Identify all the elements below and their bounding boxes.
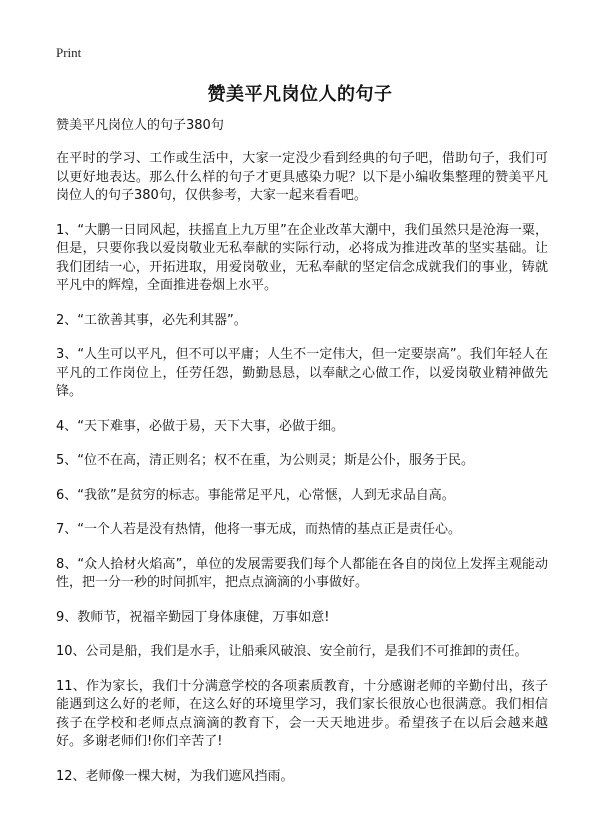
list-item: 2、“工欲善其事，必先利其器”。 [56, 312, 247, 328]
list-item: 6、“我欲”是贫穷的标志。事能常足平凡，心常惬，人到无求品自高。 [56, 487, 455, 503]
list-item: 10、公司是船，我们是水手，让船乘风破浪、安全前行，是我们不可推卸的责任。 [56, 644, 528, 659]
list-item: 5、“位不在高，清正则名；权不在重，为公则灵；斯是公仆，服务于民。 [56, 453, 475, 468]
article-subtitle: 赞美平凡岗位人的句子380句 [56, 118, 224, 133]
list-item: 9、教师节，祝福辛勤园丁身体康健，万事如意! [56, 609, 330, 625]
list-item: 3、“人生可以平凡，但不可以平庸；人生不一定伟大，但一定要崇高”。我们年轻人在平凡的工作岗位上，任劳任怨，勤勤恳恳，以奉献之心做工作，以爱岗敬业精神做先锋。 [56, 347, 548, 399]
article-body [56, 117, 548, 802]
list-item: 7、“一个人若是没有热情，他将一事无成，而热情的基点正是责任心。 [56, 522, 462, 537]
article-intro: 在平时的学习、工作或生活中，大家一定没少看到经典的句子吧，借助句子，我们可以更好地表达。那么什么样的句子才更具感染力呢？以下是小编收集整理的赞美平凡岗位人的句子380句，仅供参考，大家一起来看看吧。 [56, 151, 548, 203]
list-item: 12、老师像一棵大树，为我们遮风挡雨。 [56, 768, 294, 784]
list-item: 8、“众人拾材火焰高”，单位的发展需要我们每个人都能在各自的岗位上发挥主观能动性，把一分一秒的时间抓牢，把点点滴滴的小事做好。 [56, 556, 548, 590]
page-title: 赞美平凡岗位人的句子 [207, 84, 393, 105]
print-link[interactable]: Print [56, 45, 82, 60]
list-item: 1、“大鹏一日同风起，扶摇直上九万里”在企业改革大潮中，我们虽然只是沧海一粟，但是，只要你我以爱岗敬业无私奉献的实际行动，必将成为推进改革的坚实基础。让我们团结一心，开拓进取，用爱岗敬业，无私奉献的坚定信念成就我们的事业，铸就平凡中的辉煌，全面推进卷烟上水平。 [56, 222, 548, 293]
list-item: 4、“天下难事，必做于易，天下大事，必做于细。 [56, 418, 345, 434]
list-item: 11、作为家长，我们十分满意学校的各项素质教育，十分感谢老师的辛勤付出，孩子能遇到这么好的老师，在这么好的环境里学习，我们家长很放心也很满意。我们相信孩子在学校和老师点点滴滴的教育下，会一天天地进步。希望孩子在以后会越来越好。多谢老师们!你们辛苦了! [56, 678, 548, 749]
